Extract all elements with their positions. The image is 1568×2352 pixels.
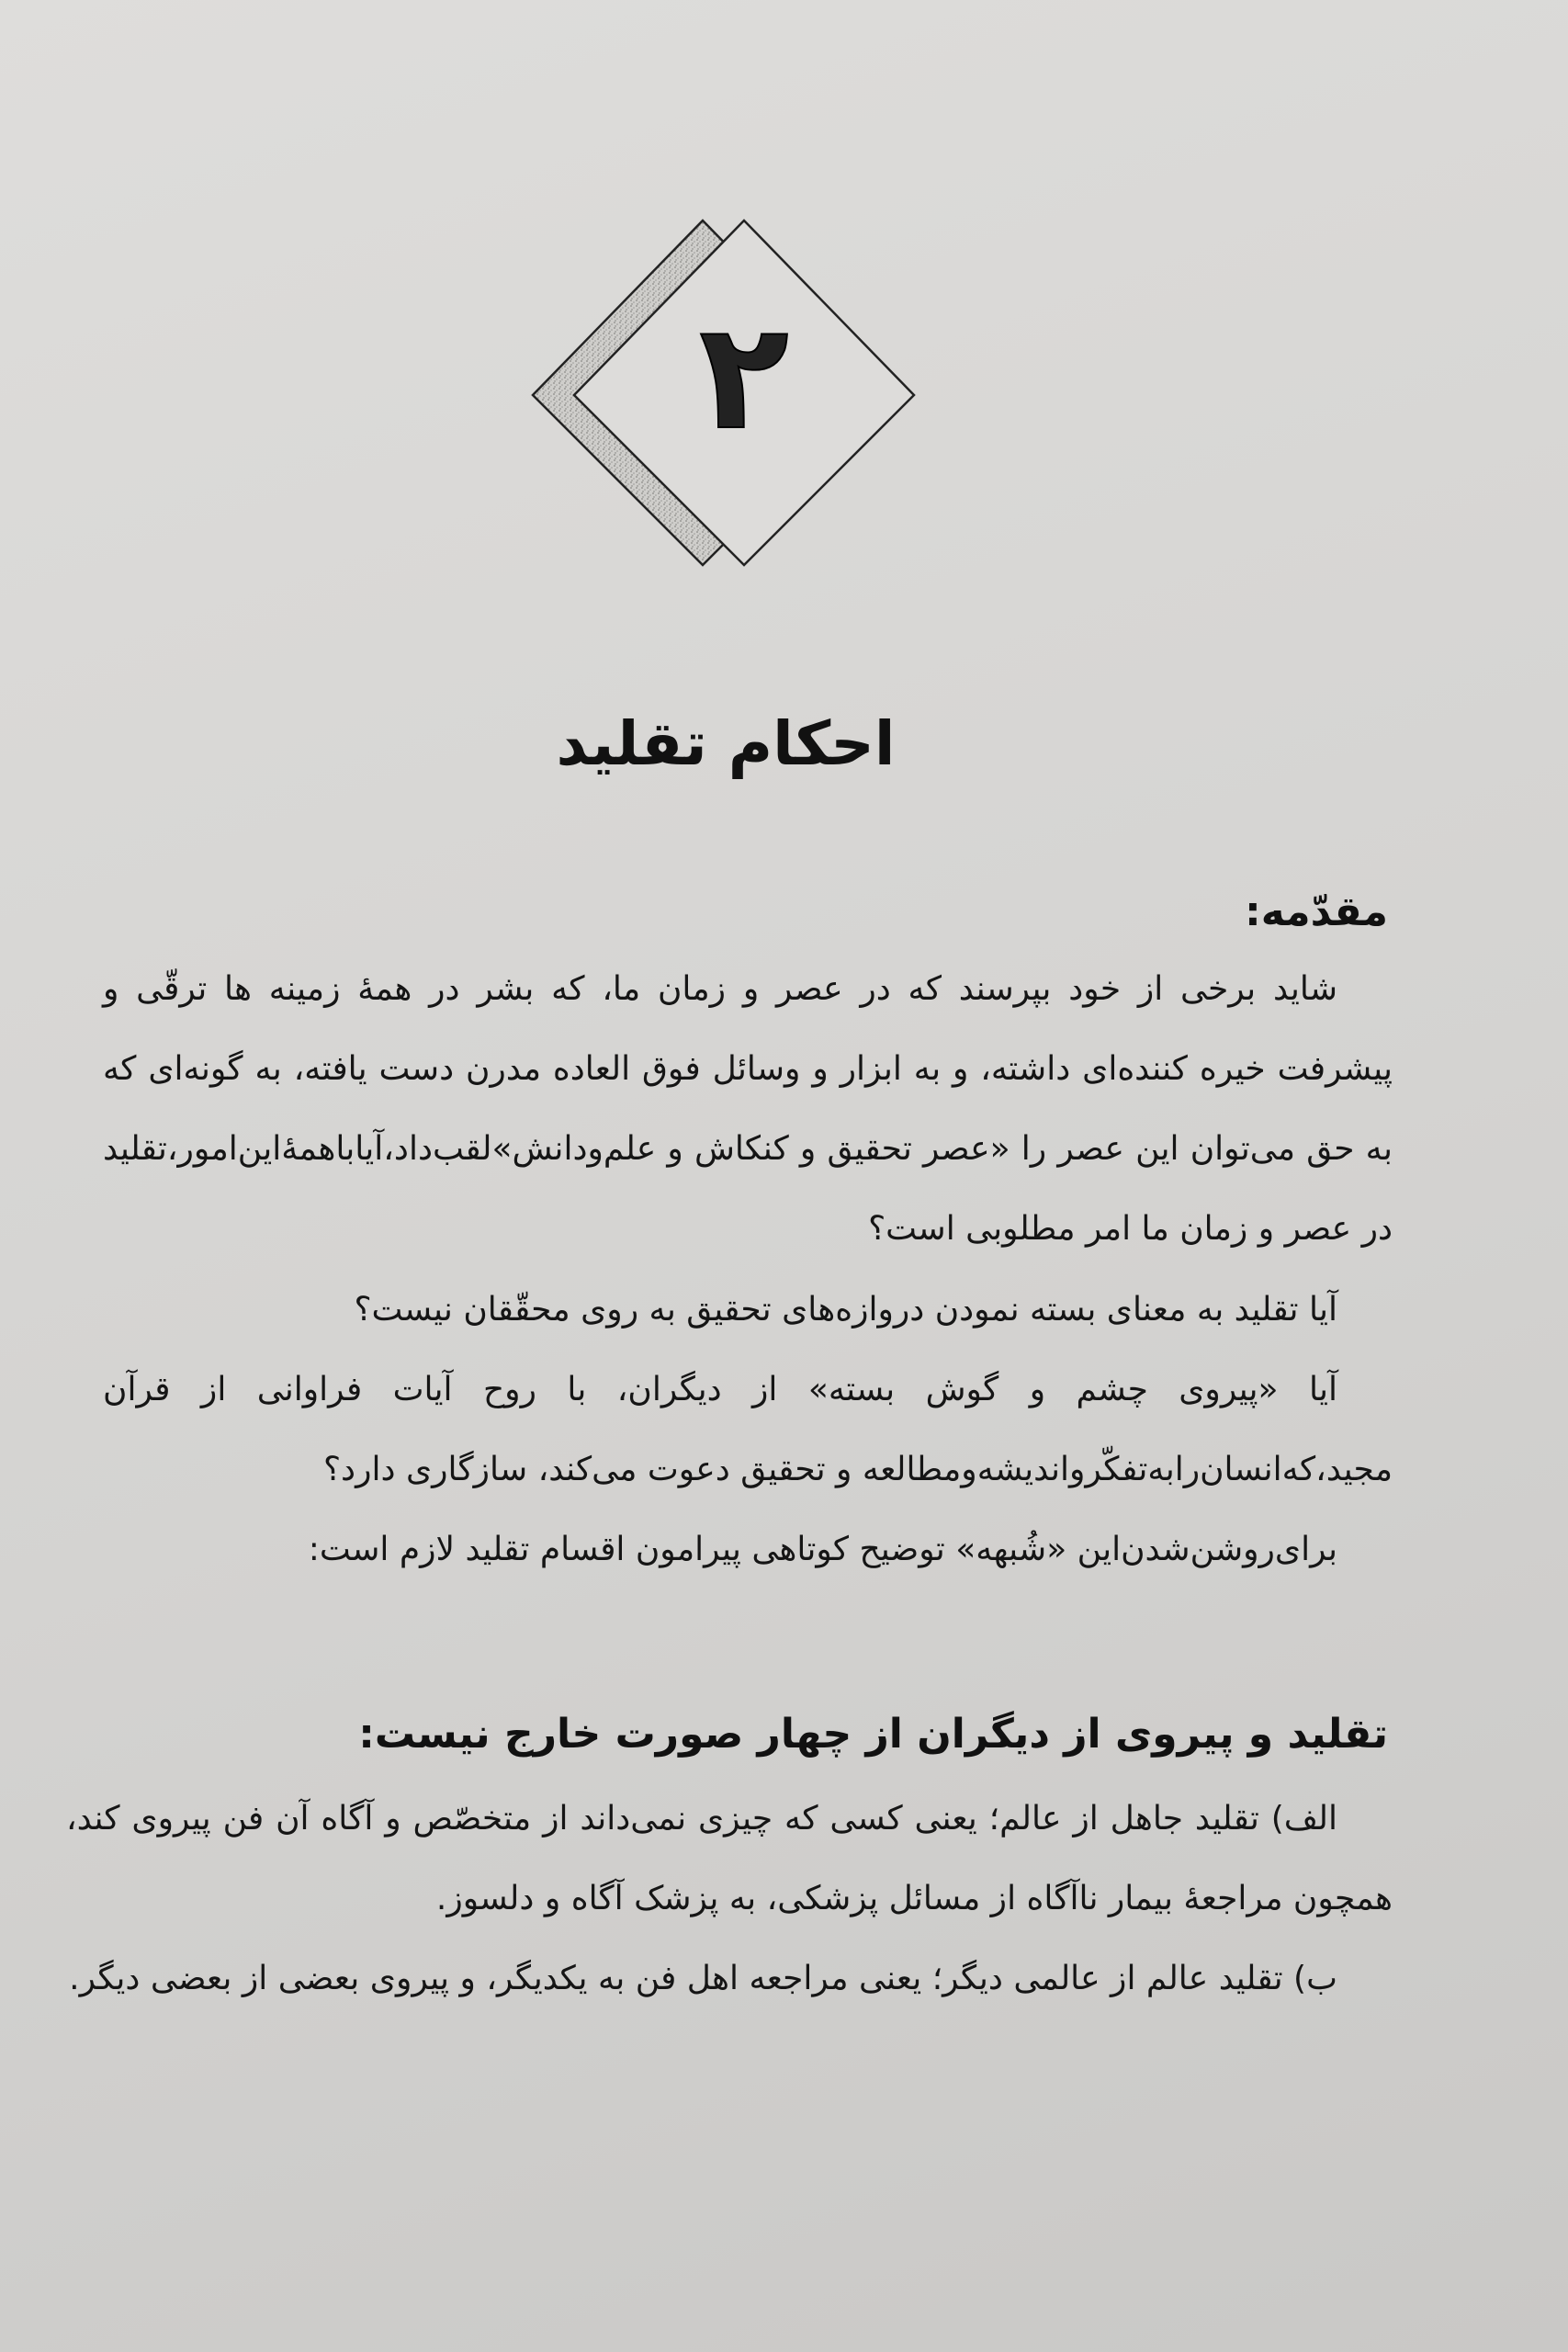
section-item-be: ب) تقلید عالم از عالمی دیگر؛ یعنی مراجعه اهل فن به یکدیگر، و پیروی بعضی از بعضی دیگر. (69, 1960, 1337, 1997)
section-item-alef: الف) تقلید جاهل از عالم؛ یعنی کسی که چیزی نمی‌داند از متخصّص و آگاه آن فن پیروی کند، همچون مراجعهٔ بیمار ناآگاه از مسائل پزشکی، به پزشک آگاه و دلسوز. (66, 1800, 1393, 1917)
intro-paragraph-2: آیا تقلید به معنای بسته نمودن دروازه‌های تحقیق به روی محقّقان نیست؟ (354, 1291, 1337, 1329)
intro-paragraph-4: برای‌روشن‌شدن‌این «شُبهه» توضیح کوتاهی پیرامون اقسام تقلید لازم است: (308, 1531, 1337, 1568)
intro-paragraph-3: آیا «پیروی چشم و گوش بسته» از دیگران، با روح آیات فراوانی از قرآن مجید،که‌انسان‌رابه‌تفکّرواندیشه‌ومطالعه و تحقیق دعوت می‌کند، سازگاری دارد؟ (103, 1371, 1393, 1488)
chapter-emblem (514, 211, 946, 588)
chapter-number: ۲ (699, 290, 789, 462)
chapter-title: احکام تقلید (556, 708, 896, 779)
section-heading: تقلید و پیروی از دیگران از چهار صورت خارج نیست: (358, 1711, 1388, 1758)
intro-paragraph-1: شاید برخی از خود بپرسند که در عصر و زمان ما، که بشر در همهٔ زمینه ها ترقّی و پیشرفت خیره کننده‌ای داشته، و به ابزار و وسائل فوق العاده مدرن دست یافته، به گونه‌ای که به حق می‌توان این عصر را «عصر تحقیق و کنکاش و علم‌ودانش»لقب‌داد،آیاباهمهٔ‌این‌امور،تقلید در عصر و زمان ما امر مطلوبی است؟ (103, 970, 1393, 1248)
intro-heading: مقدّمه: (1245, 888, 1388, 935)
